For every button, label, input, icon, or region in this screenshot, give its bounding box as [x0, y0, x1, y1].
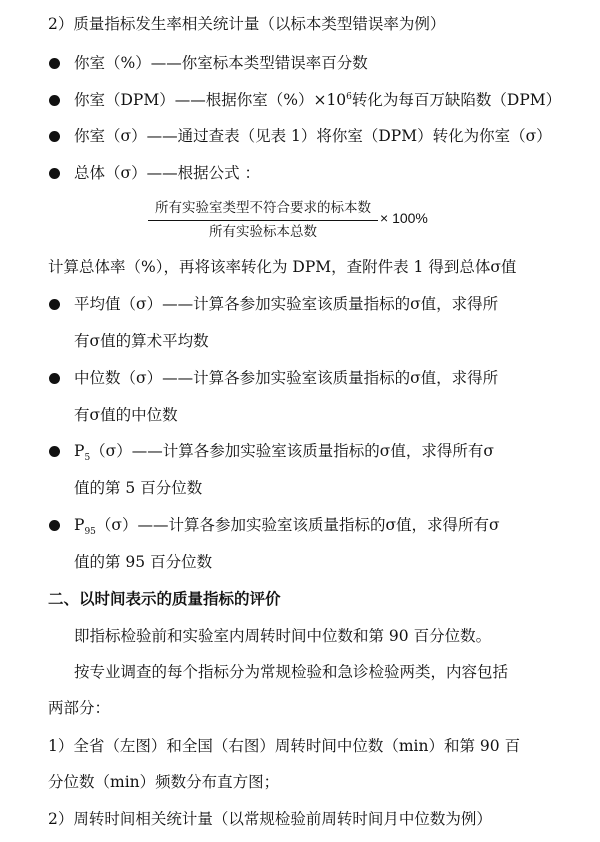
bullet-icon: [49, 373, 60, 384]
bullet-total-sigma: 总体（σ）——根据公式 ：: [74, 164, 261, 182]
bullet-p5-sigma-cont: 值的第 5 百分位数: [74, 479, 203, 497]
p5-subscript: 5: [84, 453, 91, 464]
p5-symbol: P: [74, 442, 85, 460]
bullet-lab-dpm-text-end: 转化为每百万缺陷数（DPM）: [351, 91, 562, 109]
paragraph-median-p90: 即指标检验前和实验室内周转时间中位数和第 90 百分位数。: [74, 627, 492, 645]
paragraph-histograms-cont: 分位数（min）频数分布直方图；: [48, 773, 280, 791]
p5-text: （σ）——计算各参加实验室该质量指标的σ值，求得所有σ: [90, 442, 494, 460]
paragraph-categories-cont: 两部分：: [48, 699, 111, 717]
bullet-median-sigma: 中位数（σ）——计算各参加实验室该质量指标的σ值，求得所: [74, 369, 499, 387]
bullet-icon: [49, 95, 60, 106]
bullet-icon: [49, 168, 60, 179]
bullet-icon: [49, 299, 60, 310]
superscript-exponent: 6: [346, 91, 352, 102]
section-subheading-rate-stats: 2）质量指标发生率相关统计量（以标本类型错误率为例）: [48, 15, 446, 33]
bullet-mean-sigma-cont: 有σ值的算术平均数: [74, 332, 209, 350]
p95-text: （σ）——计算各参加实验室该质量指标的σ值，求得所有σ: [95, 516, 500, 534]
p95-subscript: 95: [84, 527, 96, 538]
paragraph-categories: 按专业调查的每个指标分为常规检验和急诊检验两类，内容包括: [74, 663, 509, 681]
section-subheading-tat-stats: 2）周转时间相关统计量（以常规检验前周转时间月中位数为例）: [48, 810, 492, 828]
formula-bar: [148, 220, 378, 221]
paragraph-calc-total-rate: 计算总体率（%），再将该率转化为 DPM，查附件表 1 得到总体σ值: [48, 258, 517, 276]
paragraph-histograms: 1）全省（左图）和全国（右图）周转时间中位数（min）和第 90 百: [48, 737, 521, 755]
formula-denominator: 所有实验标本总数: [209, 224, 317, 240]
bullet-lab-sigma: 你室（σ）——通过查表（见表 1）将你室（DPM）转化为你室（σ）: [74, 127, 552, 145]
p95-symbol: P: [74, 516, 85, 534]
formula-numerator: 所有实验室类型不符合要求的标本数: [155, 200, 371, 216]
bullet-icon: [49, 58, 60, 69]
bullet-icon: [49, 520, 60, 531]
bullet-median-sigma-cont: 有σ值的中位数: [74, 406, 178, 424]
bullet-p5-sigma: [74, 440, 494, 462]
bullet-p95-sigma: [74, 514, 500, 536]
bullet-p95-sigma-cont: 值的第 95 百分位数: [74, 553, 213, 571]
bullet-mean-sigma: 平均值（σ）——计算各参加实验室该质量指标的σ值，求得所: [74, 295, 499, 313]
section-heading-time-indicators: 二、以时间表示的质量指标的评价: [48, 589, 281, 608]
bullet-lab-percent: 你室（%）——你室标本类型错误率百分数: [74, 54, 368, 72]
formula-multiplier: × 100%: [380, 210, 428, 226]
bullet-icon: [49, 131, 60, 142]
bullet-lab-dpm-text: 你室（DPM）——根据你室（%）×10: [74, 91, 347, 109]
bullet-lab-dpm: [74, 89, 561, 111]
bullet-icon: [49, 446, 60, 457]
